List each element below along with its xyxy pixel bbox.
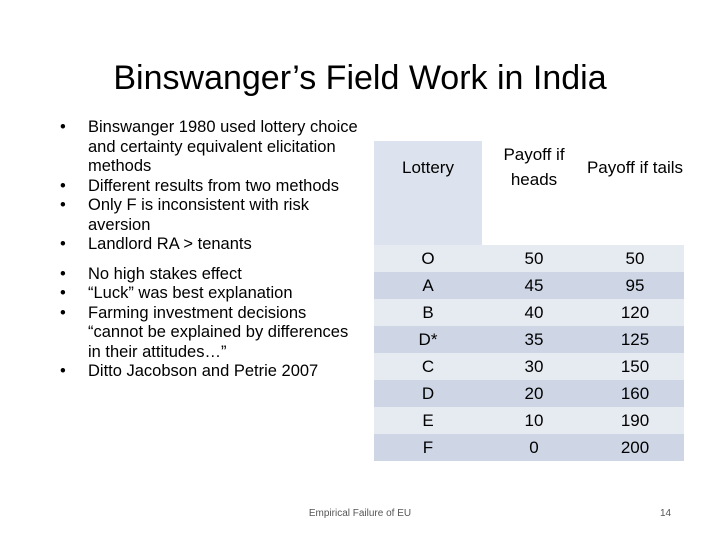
bullet-dot-icon: • xyxy=(60,235,66,253)
bullet-item: • Landlord RA > tenants xyxy=(60,235,252,253)
bullet-gap xyxy=(58,255,358,265)
cell-lottery: D* xyxy=(374,326,482,353)
header-payoff-heads: Payoff if heads xyxy=(503,145,565,189)
cell-tails: 150 xyxy=(586,353,684,380)
cell-tails: 95 xyxy=(586,272,684,299)
cell-tails: 190 xyxy=(586,407,684,434)
cell-tails: 120 xyxy=(586,299,684,326)
slide-title: Binswanger’s Field Work in India xyxy=(113,59,607,97)
table-row xyxy=(374,299,684,326)
bullet-dot-icon: • xyxy=(60,196,66,214)
slide-footer: Empirical Failure of EU xyxy=(308,508,412,519)
cell-lottery: O xyxy=(374,245,482,272)
cell-tails: 160 xyxy=(586,380,684,407)
cell-heads: 20 xyxy=(482,380,586,407)
bullet-dot-icon: • xyxy=(60,264,66,283)
bullet-list xyxy=(58,118,358,382)
table-header-row xyxy=(374,141,684,193)
cell-tails: 125 xyxy=(586,326,684,353)
table-row xyxy=(374,326,684,353)
lottery-table xyxy=(374,141,684,461)
header-lottery: Lottery xyxy=(374,141,482,193)
bullet-dot-icon: • xyxy=(60,303,66,322)
cell-heads: 35 xyxy=(482,326,586,353)
table-row xyxy=(374,353,684,380)
cell-tails: 50 xyxy=(586,245,684,272)
cell-heads: 45 xyxy=(482,272,586,299)
cell-heads: 30 xyxy=(482,353,586,380)
cell-heads: 10 xyxy=(482,407,586,434)
table-row xyxy=(374,272,684,299)
cell-tails: 200 xyxy=(586,434,684,461)
page-number: 14 xyxy=(660,508,672,519)
bullet-item: • Farming investment decisions “cannot be explained by differences in their attitudes…” xyxy=(60,303,349,361)
header-payoff-tails: Payoff if tails xyxy=(586,157,684,177)
bullet-item: • Different results from two methods xyxy=(60,176,339,195)
cell-lottery: F xyxy=(374,434,482,461)
bullet-item: • Ditto Jacobson and Petrie 2007 xyxy=(60,362,319,380)
table-row xyxy=(374,245,684,272)
cell-heads: 0 xyxy=(482,434,586,461)
cell-heads: 40 xyxy=(482,299,586,326)
cell-lottery: E xyxy=(374,407,482,434)
bullet-item: • No high stakes effect xyxy=(60,264,242,283)
bullet-dot-icon: • xyxy=(60,118,66,136)
bullet-dot-icon: • xyxy=(60,176,66,195)
bullet-item: • Only F is inconsistent with risk aversion xyxy=(60,196,309,234)
cell-lottery: D xyxy=(374,380,482,407)
cell-lottery: A xyxy=(374,272,482,299)
bullet-dot-icon: • xyxy=(60,362,66,380)
table-row xyxy=(374,380,684,407)
bullet-item: • “Luck” was best explanation xyxy=(60,284,293,302)
cell-lottery: B xyxy=(374,299,482,326)
table-row xyxy=(374,407,684,434)
bullet-item: • Binswanger 1980 used lottery choice and certainty equivalent elicitation methods xyxy=(60,118,358,175)
cell-heads: 50 xyxy=(482,245,586,272)
header-spacer xyxy=(374,193,684,245)
table-row xyxy=(374,434,684,461)
bullet-dot-icon: • xyxy=(60,284,66,302)
cell-lottery: C xyxy=(374,353,482,380)
